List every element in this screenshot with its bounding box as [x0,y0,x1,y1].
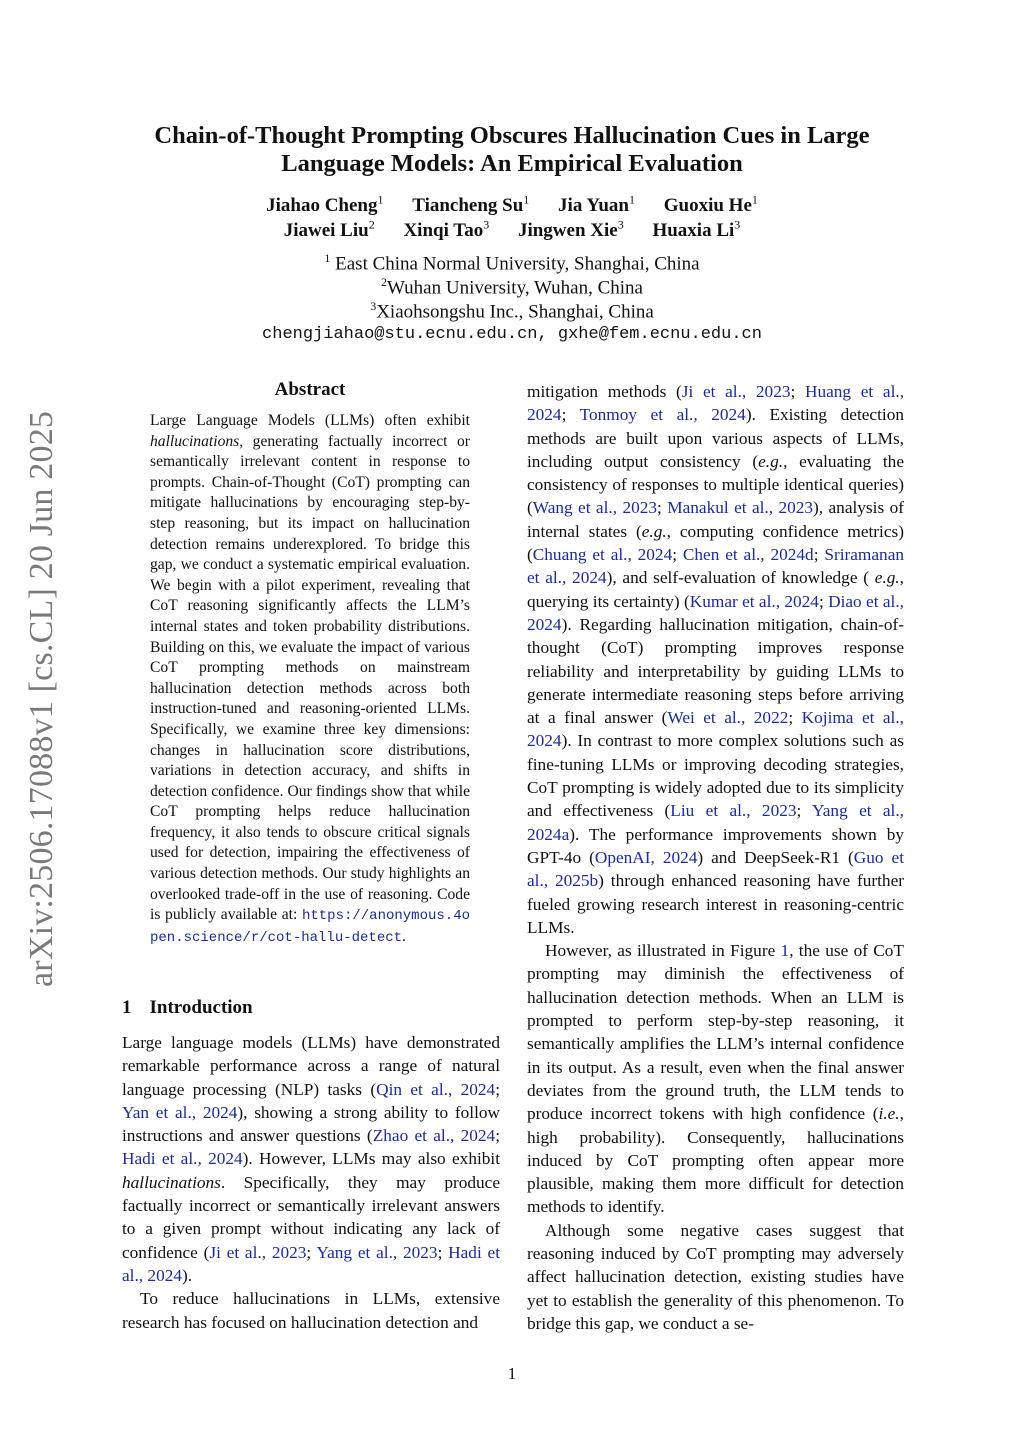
author: Jingwen Xie$^3$ [517,218,624,242]
citation-link[interactable]: Kojima et al., 2024 [527,708,905,751]
citation-link[interactable]: Sriramanan et al., 2024 [527,545,904,588]
page-number: 1 [507,1364,517,1383]
citation-link[interactable]: Chuang et al., 2024 [532,545,673,565]
citation-link[interactable]: Huang et al., 2024 [527,382,905,425]
abstract-body: Large Language Models (LLMs) often exhibit hallucinations, generating factually incorrect or semantically irrelevant content in response to prompts. Chain-of-Thought (CoT) prompting can mitigate hallucinations by encouraging step-by-step reasoning, but its impact on hallucination detection remains underexplored. To bridge this gap, we conduct a systematic empirical evaluation. We begin with a pilot experiment, revealing that CoT reasoning significantly affects the LLM’s internal states and token probability distributions. Building on this, we evaluate the impact of various CoT prompting methods on mainstream hallucination detection methods across both instruction-tuned and reasoning-oriented LLMs. Specifically, we examine three key dimensions: changes in hallucination score distributions, variations in detection accuracy, and shifts in detection confidence. Our findings show that while CoT prompting helps reduce hallucination frequency, it also tends to obscure critical signals used for detection, impairing the effectiveness of various detection methods. Our study highlights an overlooked trade-off in the use of reasoning. Code is publicly available at: https://anonymous.4open.science/r/cot-hallu-detect. [150,412,470,946]
author: Xinqi Tao$^3$ [403,218,490,242]
citation-link[interactable]: Tonmoy et al., 2024 [579,405,746,425]
citation-link[interactable]: Chen et al., 2024d [682,545,814,565]
citation-link[interactable]: Ji et al., 2023 [681,382,791,401]
citation-link[interactable]: Kumar et al., 2024 [689,591,819,611]
abstract-heading: Abstract [274,379,346,400]
author: Jiawei Liu$^2$ [283,218,375,242]
citation-link[interactable]: Qin et al., 2024 [376,1079,496,1099]
author-emails: chengjiahao@stu.ecnu.edu.cn, gxhe@fem.ecnu.edu.cn [262,325,762,344]
citation-link[interactable]: Wei et al., 2022 [667,708,789,728]
right-column-text [527,380,904,1335]
figure-reference-link[interactable]: 1 [780,941,790,961]
affiliation: $^3$Xiaohsongshu Inc., Shanghai, China [370,299,654,323]
citation-link[interactable]: Yan et al., 2024 [122,1102,238,1122]
author: Jia Yuan$^1$ [558,193,635,217]
citation-link[interactable]: Liu et al., 2023 [670,801,797,821]
paragraph: Although some negative cases suggest that reasoning induced by CoT prompting may adversely affect hallucination detection, existing studies have yet to establish the generality of this phenomenon. To bridge this gap, we conduct a se- [527,1220,904,1333]
left-column-text [122,1031,500,1334]
paper-title [100,122,924,178]
citation-link[interactable]: Yang et al., 2024a [527,801,904,844]
citation-link[interactable]: Ji et al., 2023 [209,1242,307,1262]
paragraph: However, as illustrated in Figure 1, the use of CoT prompting may diminish the effectiveness of hallucination detection methods. When an LLM is prompted to perform step-by-step reasoning, it semantically amplifies the LLM’s internal confidence in its output. As a result, even when the final answer deviates from the ground truth, the LLM tends to produce incorrect tokens with high confidence (i.e., high probability). Consequently, hallucinations induced by CoT prompting often appear more plausible, making them more difficult for detection methods to identify. [527,941,904,1217]
paragraph: Large language models (LLMs) have demonstrated remarkable performance across a range of natural language processing (NLP) tasks (Qin et al., 2024; Yan et al., 2024), showing a strong ability to follow instructions and answer questions (Zhao et al., 2024; Hadi et al., 2024). However, LLMs may also exhibit hallucinations. Specifically, they may produce factually incorrect or semantically irrelevant answers to a given prompt without indicating any lack of confidence (Ji et al., 2023; Yang et al., 2023; Hadi et al., 2024). [122,1033,501,1285]
author: Jiahao Cheng$^1$ [266,193,384,217]
citation-link[interactable]: Hadi et al., 2024 [122,1242,501,1285]
title-line-1: Chain-of-Thought Prompting Obscures Hallucination Cues in Large [154,122,870,149]
citation-link[interactable]: Zhao et al., 2024 [372,1126,496,1146]
citation-link[interactable]: Diao et al., 2024 [527,591,904,634]
arxiv-stamp: arXiv:2506.17088v1 [cs.CL] 20 Jun 2025 [23,410,60,987]
authors-row-2 [100,218,924,242]
citation-link[interactable]: Manakul et al., 2023 [667,498,814,518]
title-line-2: Language Models: An Empirical Evaluation [281,150,743,177]
code-link[interactable]: https://anonymous.4open.science/r/cot-hallu-detect [150,908,470,946]
citation-link[interactable]: Yang et al., 2023 [316,1242,438,1262]
affiliation: $^1$ East China Normal University, Shanghai, China [324,251,700,275]
paragraph: mitigation methods (Ji et al., 2023; Huang et al., 2024; Tonmoy et al., 2024). Existing detection methods are built upon various aspects of LLMs, including output consistency (e.g., evaluating the consistency of responses to multiple identical queries) (Wang et al., 2023; Manakul et al., 2023), analysis of internal states (e.g., computing confidence metrics) (Chuang et al., 2024; Chen et al., 2024d; Sriramanan et al., 2024), and self-evaluation of knowledge ( e.g., querying its certainty) (Kumar et al., 2024; Diao et al., 2024). Regarding hallucination mitigation, chain-of-thought (CoT) prompting improves response reliability and interpretability by guiding LLMs to generate intermediate reasoning steps before arriving at a final answer (Wei et al., 2022; Kojima et al., 2024). In contrast to more complex solutions such as fine-tuning LLMs or improving decoding strategies, CoT prompting is widely adopted due to its simplicity and effectiveness (Liu et al., 2023; Yang et al., 2024a). The performance improvements shown by GPT-4o (OpenAI, 2024) and DeepSeek-R1 (Guo et al., 2025b) through enhanced reasoning have further fueled growing research interest in reasoning-centric LLMs. [527,382,905,937]
authors-row-1 [100,193,924,217]
affiliation: $^2$Wuhan University, Wuhan, China [381,275,643,299]
citation-link[interactable]: Hadi et al., 2024 [122,1149,243,1169]
citation-link[interactable]: Wang et al., 2023 [532,498,658,518]
citation-link[interactable]: OpenAI, 2024 [594,847,698,867]
author: Guoxiu He$^1$ [663,193,758,217]
section-heading-introduction: 1 Introduction [122,997,253,1018]
author: Huaxia Li$^3$ [652,218,741,242]
citation-link[interactable]: Guo et al., 2025b [527,847,904,891]
author: Tiancheng Su$^1$ [412,193,530,217]
paragraph: To reduce hallucinations in LLMs, extensive research has focused on hallucination detection and [122,1289,500,1332]
